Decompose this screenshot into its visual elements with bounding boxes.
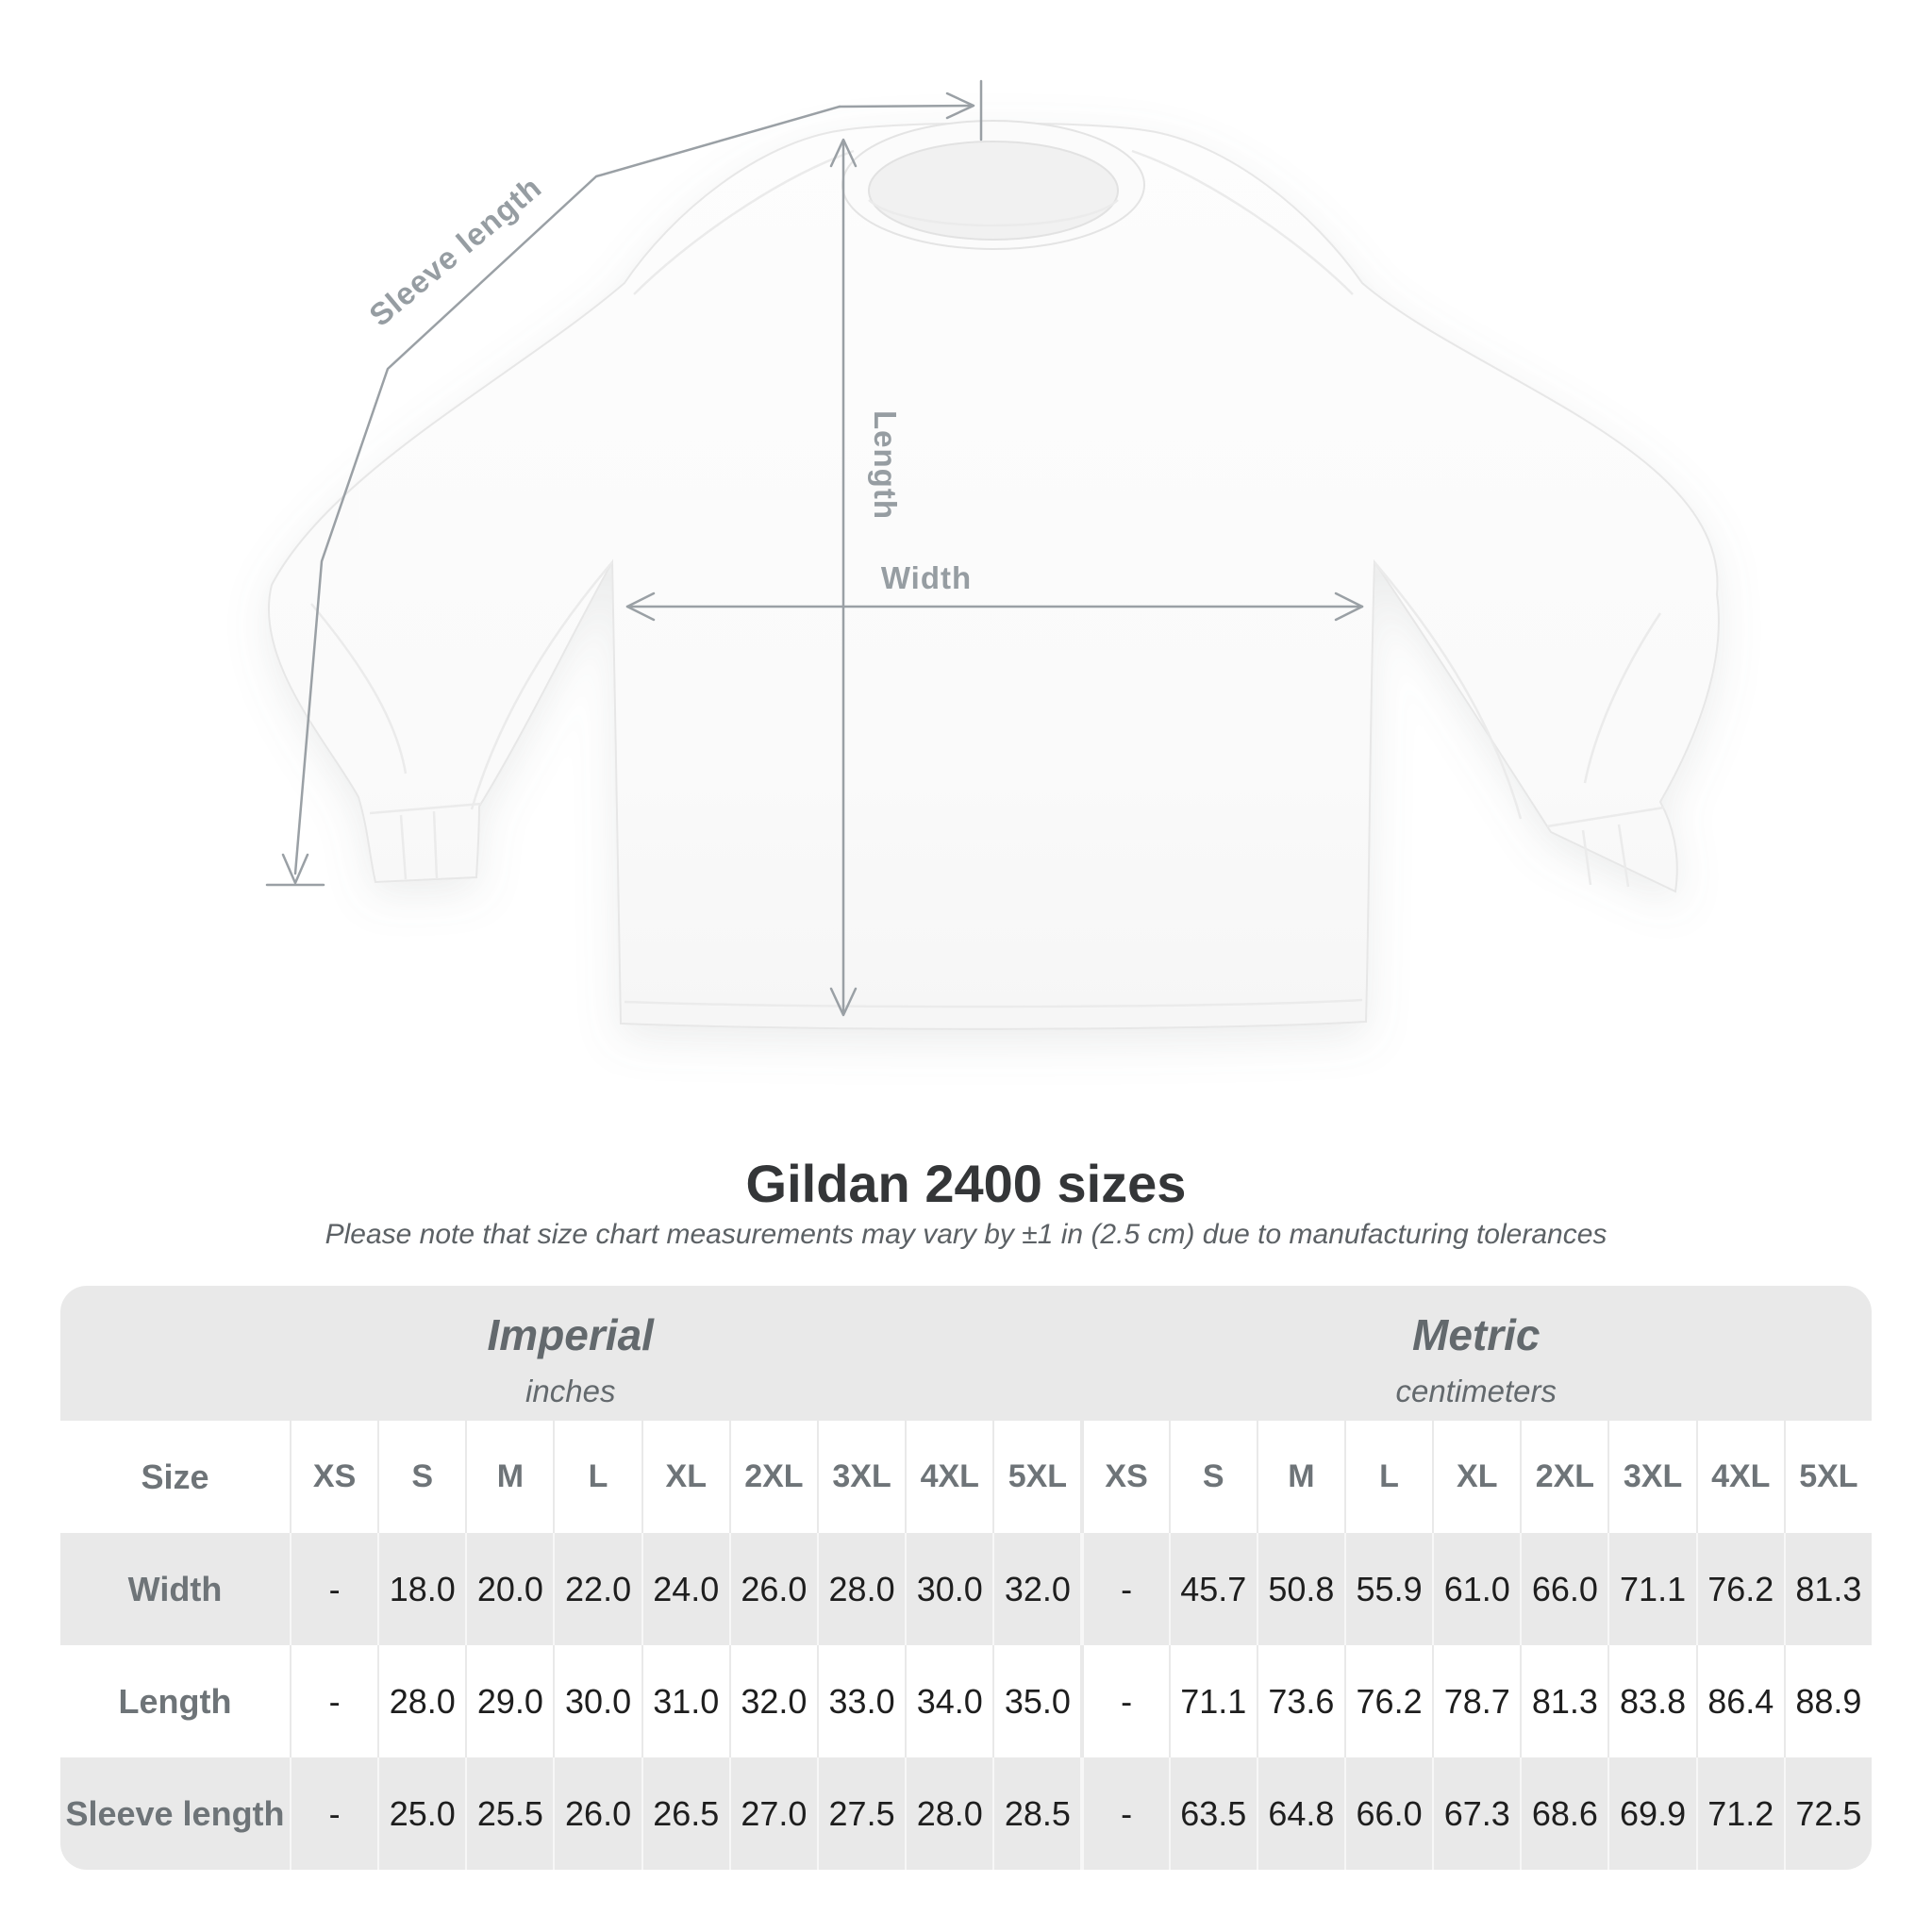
sleeve-length-label: Sleeve length	[362, 169, 548, 333]
value-cell: 25.0	[377, 1757, 465, 1870]
size-header-cell: S	[1169, 1421, 1257, 1533]
value-cell: 22.0	[553, 1533, 641, 1645]
value-cell: 20.0	[465, 1533, 553, 1645]
value-cell: 66.0	[1520, 1533, 1607, 1645]
size-header-cell: XL	[641, 1421, 729, 1533]
unit-group-name: Imperial	[487, 1310, 654, 1359]
value-cell: 28.0	[377, 1645, 465, 1757]
value-cell: 72.5	[1784, 1757, 1872, 1870]
value-cell: -	[1080, 1533, 1168, 1645]
size-header-row	[60, 1421, 1872, 1533]
value-cell: 63.5	[1169, 1757, 1257, 1870]
value-cell: 35.0	[992, 1645, 1080, 1757]
value-cell: 24.0	[641, 1533, 729, 1645]
value-cell: 69.9	[1607, 1757, 1695, 1870]
value-cell: 26.5	[641, 1757, 729, 1870]
value-cell: 68.6	[1520, 1757, 1607, 1870]
size-header-cell: 4XL	[905, 1421, 992, 1533]
value-cell: 28.0	[905, 1757, 992, 1870]
value-cell: 71.1	[1169, 1645, 1257, 1757]
length-label: Length	[868, 410, 903, 520]
value-cell: 66.0	[1344, 1757, 1432, 1870]
value-cell: 78.7	[1432, 1645, 1520, 1757]
size-header-cell: M	[465, 1421, 553, 1533]
value-cell: 33.0	[817, 1645, 905, 1757]
value-cell: 27.5	[817, 1757, 905, 1870]
table-row	[60, 1645, 1872, 1757]
size-header-cell: XS	[1080, 1421, 1168, 1533]
size-header-cell: 3XL	[1607, 1421, 1695, 1533]
value-cell: 81.3	[1520, 1645, 1607, 1757]
value-cell: 27.0	[729, 1757, 817, 1870]
unit-group-unit: centimeters	[1395, 1373, 1557, 1408]
size-table	[60, 1286, 1872, 1870]
metric-group-header	[1081, 1286, 1873, 1409]
value-cell: 71.1	[1607, 1533, 1695, 1645]
value-cell: 88.9	[1784, 1645, 1872, 1757]
size-header-cell: 4XL	[1696, 1421, 1784, 1533]
size-header-cell: XL	[1432, 1421, 1520, 1533]
page-subtitle: Please note that size chart measurements may vary by ±1 in (2.5 cm) due to manufacturing tolerances	[325, 1219, 1607, 1250]
value-cell: 50.8	[1257, 1533, 1344, 1645]
size-header-cell: XS	[290, 1421, 377, 1533]
value-cell: 30.0	[553, 1645, 641, 1757]
imperial-group-header	[60, 1286, 1081, 1409]
value-cell: 86.4	[1696, 1645, 1784, 1757]
page-title: Gildan 2400 sizes	[745, 1154, 1187, 1213]
table-row	[60, 1757, 1872, 1870]
size-header-cell: 3XL	[817, 1421, 905, 1533]
value-cell: 55.9	[1344, 1533, 1432, 1645]
value-cell: 32.0	[729, 1645, 817, 1757]
value-cell: -	[1080, 1645, 1168, 1757]
value-cell: 29.0	[465, 1645, 553, 1757]
row-label: Length	[118, 1681, 232, 1721]
value-cell: 83.8	[1607, 1645, 1695, 1757]
value-cell: 73.6	[1257, 1645, 1344, 1757]
value-cell: 18.0	[377, 1533, 465, 1645]
value-cell: -	[290, 1757, 377, 1870]
unit-group-unit: inches	[525, 1373, 616, 1408]
value-cell: 81.3	[1784, 1533, 1872, 1645]
value-cell: 28.0	[817, 1533, 905, 1645]
size-header-cell: 2XL	[1520, 1421, 1607, 1533]
size-column-header: Size	[141, 1457, 209, 1496]
value-cell: 34.0	[905, 1645, 992, 1757]
table-row	[60, 1533, 1872, 1645]
value-cell: 67.3	[1432, 1757, 1520, 1870]
size-header-cell: 5XL	[1784, 1421, 1872, 1533]
shirt-illustration	[269, 121, 1719, 1029]
size-header-cell: S	[377, 1421, 465, 1533]
unit-group-name: Metric	[1412, 1310, 1541, 1359]
value-cell: 71.2	[1696, 1757, 1784, 1870]
value-cell: -	[290, 1533, 377, 1645]
unit-header-row	[60, 1286, 1872, 1421]
size-header-cell: 2XL	[729, 1421, 817, 1533]
size-header-cell: L	[553, 1421, 641, 1533]
value-cell: -	[1080, 1757, 1168, 1870]
value-cell: 32.0	[992, 1533, 1080, 1645]
value-cell: 31.0	[641, 1645, 729, 1757]
value-cell: 25.5	[465, 1757, 553, 1870]
row-label: Width	[127, 1569, 223, 1608]
row-label: Sleeve length	[65, 1793, 285, 1833]
value-cell: 28.5	[992, 1757, 1080, 1870]
width-label: Width	[880, 560, 973, 595]
value-cell: 45.7	[1169, 1533, 1257, 1645]
value-cell: 26.0	[729, 1533, 817, 1645]
size-header-cell: L	[1344, 1421, 1432, 1533]
size-header-cell: M	[1257, 1421, 1344, 1533]
size-header-cell: 5XL	[992, 1421, 1080, 1533]
value-cell: 64.8	[1257, 1757, 1344, 1870]
value-cell: -	[290, 1645, 377, 1757]
value-cell: 76.2	[1344, 1645, 1432, 1757]
value-cell: 76.2	[1696, 1533, 1784, 1645]
value-cell: 26.0	[553, 1757, 641, 1870]
value-cell: 30.0	[905, 1533, 992, 1645]
value-cell: 61.0	[1432, 1533, 1520, 1645]
